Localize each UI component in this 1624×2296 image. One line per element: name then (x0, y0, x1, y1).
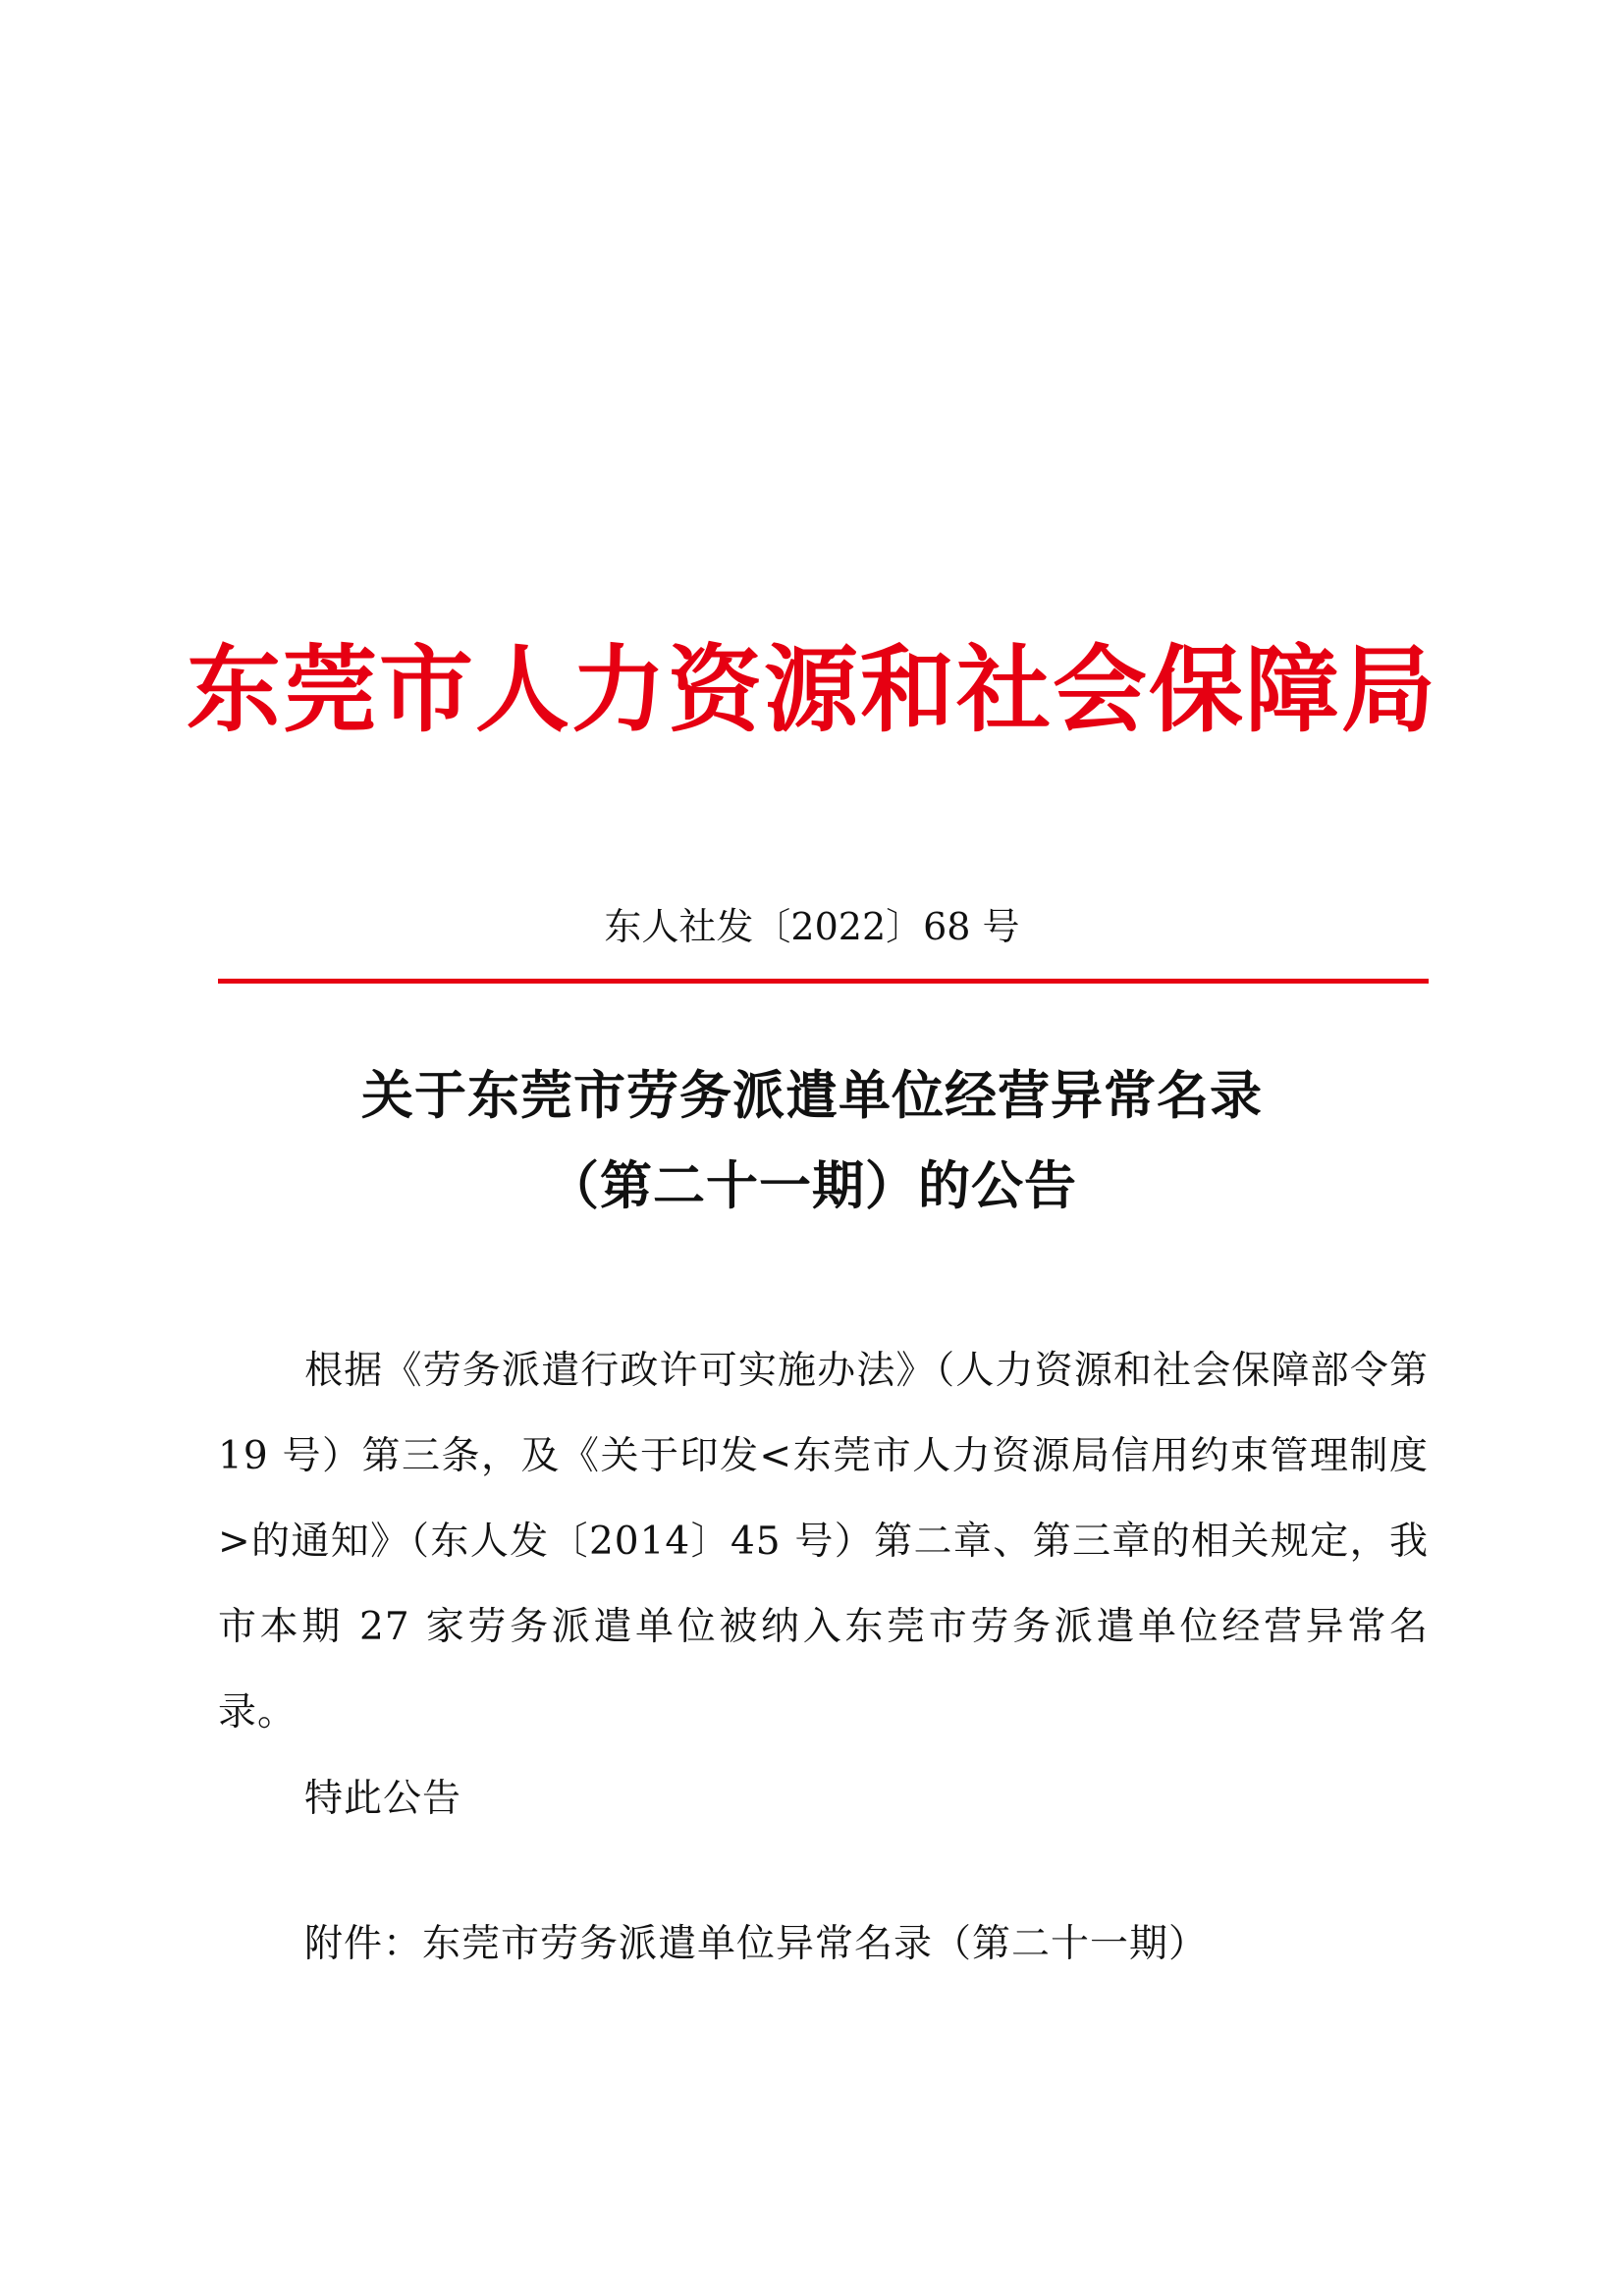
body-paragraph (218, 1328, 1429, 1755)
document-title-line-2: （第二十一期）的公告 (547, 1155, 1077, 1216)
document-number: 东人社发〔2022〕68 号 (604, 905, 1020, 948)
closing-statement: 特此公告 (304, 1777, 462, 1821)
red-separator-rule (218, 979, 1429, 984)
document-title-line-1: 关于东莞市劳务派遣单位经营异常名录 (361, 1065, 1263, 1126)
issuing-organization-header: 东莞市人力资源和社会保障局 (187, 634, 1437, 745)
body-paragraph-text: 根据《劳务派遣行政许可实施办法》（人力资源和社会保障部令第 19 号）第三条，及《关于印发<东莞市人力资源局信用约束管理制度>的通知》（东人发〔2014〕45 号）第二章、第三章的相关规定，我市本期 27 家劳务派遣单位被纳入东莞市劳务派遣单位经营异常名录。 (218, 1349, 1429, 1735)
attachment-line: 附件：东莞市劳务派遣单位异常名录（第二十一期） (304, 1922, 1209, 1966)
